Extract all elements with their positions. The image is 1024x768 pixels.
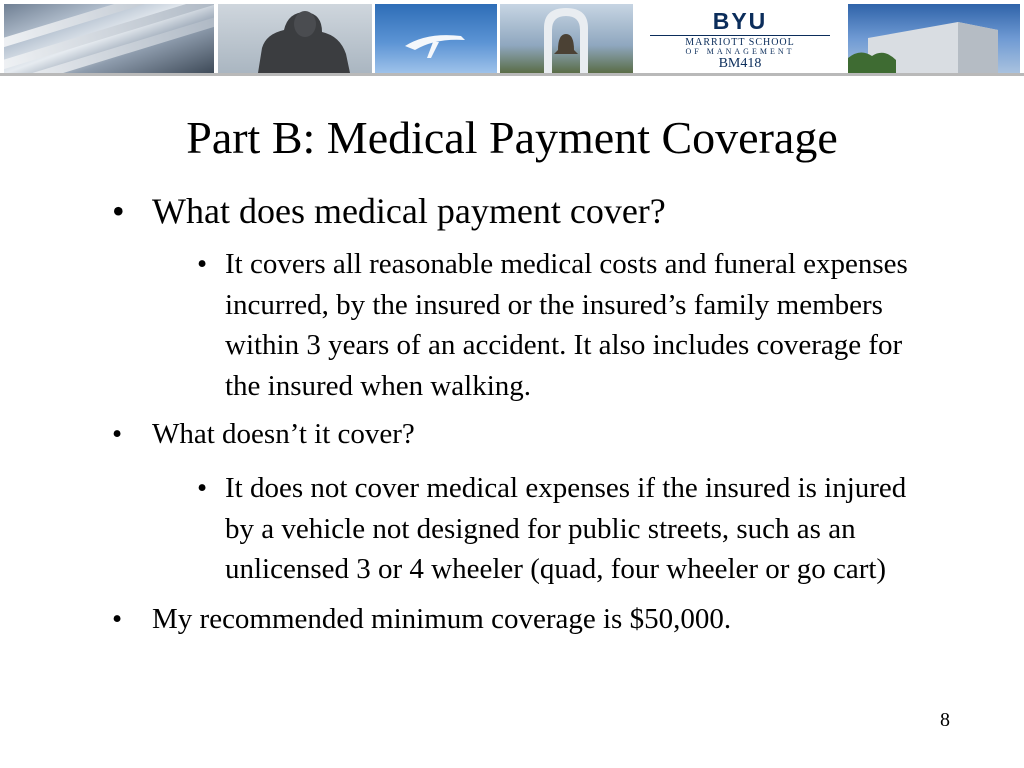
page-number: 8 xyxy=(940,709,950,731)
logo-divider xyxy=(650,35,830,36)
logo-school-text: MARRIOTT SCHOOL xyxy=(685,37,795,48)
sub-bullet-text: It does not cover medical expenses if the insured is injured by a vehicle not designed for public streets, such as an unlicensed 3 or 4 wheeler (quad, four wheeler or go cart) xyxy=(225,472,907,585)
sub-bullet-text: It covers all reasonable medical costs and funeral expenses incurred, by the insured or the insured’s family members within 3 years of an accident. It also includes coverage for the insured when walking. xyxy=(225,248,908,402)
bullet-item xyxy=(112,190,912,232)
logo-byu-text: BYU xyxy=(712,8,768,34)
bullet-list xyxy=(112,190,912,640)
bullet-icon: • xyxy=(112,191,125,231)
bullet-icon: • xyxy=(112,602,123,635)
course-code: BM418 xyxy=(718,56,762,71)
sub-bullet-item xyxy=(197,468,912,590)
bullet-icon: • xyxy=(197,472,208,504)
banner-photo-building-2 xyxy=(848,4,1020,73)
banner-photo-statue xyxy=(218,4,372,73)
header-banner xyxy=(0,0,1024,76)
bullet-text: What does medical payment cover? xyxy=(152,191,666,231)
bullet-icon: • xyxy=(112,418,123,450)
sub-bullet-item xyxy=(197,244,912,406)
logo-management-text: OF MANAGEMENT xyxy=(685,47,795,56)
slide-title: Part B: Medical Payment Coverage xyxy=(186,112,838,163)
bullet-text: My recommended minimum coverage is $50,000. xyxy=(152,602,732,635)
bullet-item xyxy=(112,414,912,454)
bullet-item xyxy=(112,598,912,640)
banner-photo-bell xyxy=(500,4,633,73)
bullet-icon: • xyxy=(197,248,208,280)
byu-marriott-logo xyxy=(636,4,844,73)
banner-photo-sky xyxy=(375,4,497,73)
bullet-text: What doesn’t it cover? xyxy=(152,418,415,450)
banner-photo-building xyxy=(4,4,214,73)
